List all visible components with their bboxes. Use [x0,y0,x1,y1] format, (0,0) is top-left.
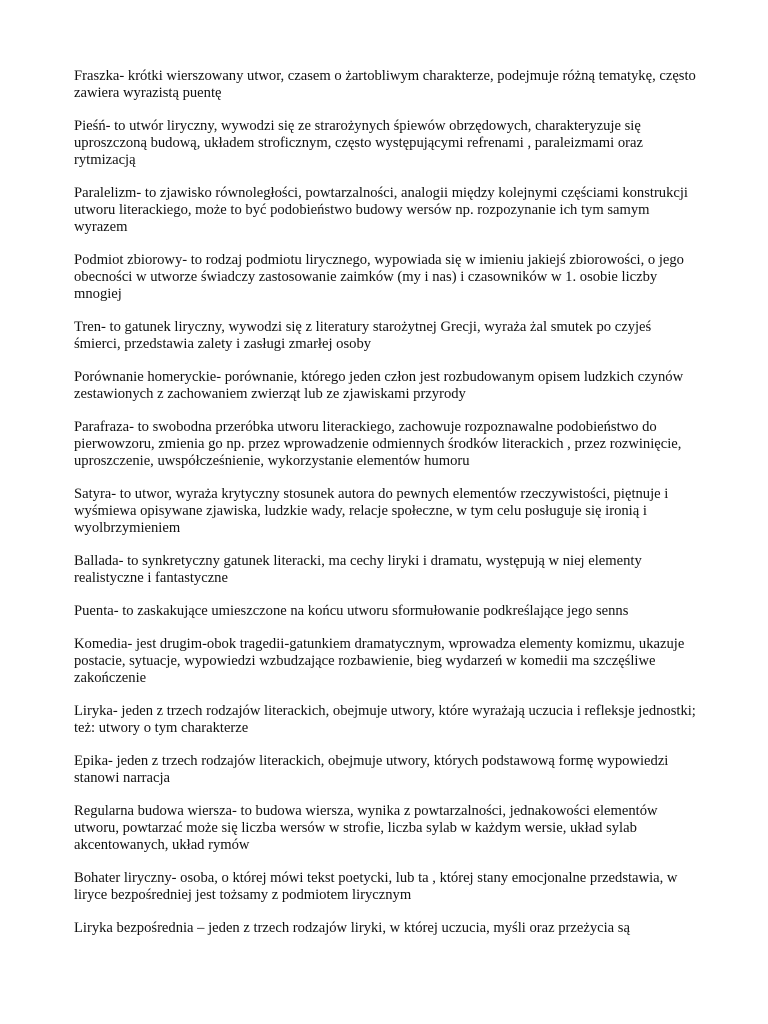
entry-epika: Epika- jeden z trzech rodzajów literackich, obejmuje utwory, których podstawową formę wypowiedzi stanowi narracja [74,753,669,786]
entry-liryka: Liryka- jeden z trzech rodzajów literackich, obejmuje utwory, które wyrażają uczucia i refleksje jednostki; też: utwory o tym charakterze [74,703,696,736]
entry-tren: Tren- to gatunek liryczny, wywodzi się z literatury starożytnej Grecji, wyraża żal smutek po czyjeś śmierci, przedstawia zalety i zasługi zmarłej osoby [74,319,652,352]
entry-liryka-bezposrednia: Liryka bezpośrednia – jeden z trzech rodzajów liryki, w której uczucia, myśli oraz przeżycia są [74,920,630,936]
entry-bohater-liryczny: Bohater liryczny- osoba, o której mówi tekst poetycki, lub ta , której stany emocjonalne przedstawia, w liryce bezpośredniej jest tożsamy z podmiotem lirycznym [74,870,678,903]
entry-regularna-budowa-wiersza: Regularna budowa wiersza- to budowa wiersza, wynika z powtarzalności, jednakowości elementów utworu, powtarzać może się liczba wersów w strofie, liczba sylab w każdym wersie, układ sylab akcentowanych, układ rymów [74,803,658,853]
entry-satyra: Satyra- to utwor, wyraża krytyczny stosunek autora do pewnych elementów rzeczywistości, piętnuje i wyśmiewa opisywane zjawiska, ludzkie wady, relacje społeczne, w tym celu posługuje się ironią i wyolbrzymieniem [74,486,669,536]
document-page [74,68,698,953]
entry-puenta: Puenta- to zaskakujące umieszczone na końcu utworu sformułowanie podkreślające jego senns [74,603,629,619]
entry-paralelizm: Paralelizm- to zjawisko równoległości, powtarzalności, analogii między kolejnymi częściami konstrukcji utworu literackiego, może to być podobieństwo budowy wersów np. rozpozynanie ich tym samym wyrazem [74,185,688,235]
entry-porownanie-homeryckie: Porównanie homeryckie- porównanie, którego jeden człon jest rozbudowanym opisem ludzkich czynów zestawionych z zachowaniem zwierząt lub ze zjawiskami przyrody [74,369,684,402]
entry-komedia: Komedia- jest drugim-obok tragedii-gatunkiem dramatycznym, wprowadza elementy komizmu, ukazuje postacie, sytuacje, wypowiedzi wzbudzające rozbawienie, bieg wydarzeń w komedii ma szczęśliwe zakończenie [74,636,685,686]
entry-piesn: Pieśń- to utwór liryczny, wywodzi się ze strarożynych śpiewów obrzędowych, charakteryzuje się uproszczoną budową, układem stroficznym, często występującymi refrenami , paraleizmami oraz rytmizacją [74,118,643,168]
entry-podmiot-zbiorowy: Podmiot zbiorowy- to rodzaj podmiotu lirycznego, wypowiada się w imieniu jakiejś zbiorowości, o jego obecności w utworze świadczy zastosowanie zaimków (my i nas) i czasowników w 1. osobie liczby mnogiej [74,252,684,302]
entry-ballada: Ballada- to synkretyczny gatunek literacki, ma cechy liryki i dramatu, występują w niej elementy realistyczne i fantastyczne [74,553,642,586]
entry-fraszka: Fraszka- krótki wierszowany utwor, czasem o żartobliwym charakterze, podejmuje różną tematykę, często zawiera wyrazistą puentę [74,68,696,101]
entry-parafraza: Parafraza- to swobodna przeróbka utworu literackiego, zachowuje rozpoznawalne podobieństwo do pierwowzoru, zmienia go np. przez wprowadzenie odmiennych środków literackich , przez rozwinięcie, uproszczenie, uwspółcześnienie, wykorzystanie elementów humoru [74,419,682,469]
